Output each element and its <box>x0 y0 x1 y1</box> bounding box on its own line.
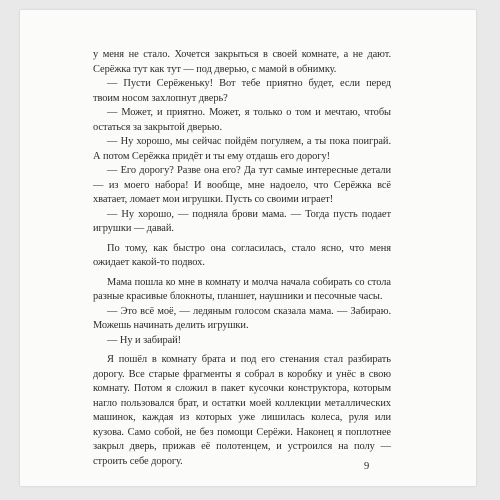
paragraph: — Пусти Серёженьку! Вот тебе приятно будет, если перед твоим носом захлопнут дверь? <box>93 78 391 104</box>
paragraph: Я пошёл в комнату брата и под его стенания стал разбирать дорогу. Все старые фрагменты я собрал в коробку и унёс в свою комнату. Потом я сложил в пакет кусочки конструктора, которым нагло пользовался брат, и остатки моей коллекции металлических машинок, каждая из которых уже лишилась колеса, руля или кузова. Само собой, не без помощи Серёжи. Наконец я поплотнее закрыл дверь, прижав её полотенцем, и устроился на полу — строить себе дорогу. <box>93 354 391 467</box>
paragraph: По тому, как быстро она согласилась, стало ясно, что меня ожидает какой-то подвох. <box>93 242 391 268</box>
paragraph: у меня не стало. Хочется закрыться в своей комнате, а не дают. Серёжка тут как тут — под дверью, с мамой в обнимку. <box>93 49 391 75</box>
paragraph: — Может, и приятно. Может, я только о том и мечтаю, чтобы остаться за закрытой дверью. <box>93 107 391 133</box>
page-number: 9 <box>364 461 370 472</box>
paragraph: Мама пошла ко мне в комнату и молча начала собирать со стола разные красивые блокноты, планшет, наушники и песочные часы. <box>93 276 391 302</box>
paragraph: — Его дорогу? Разве она его? Да тут самые интересные детали — из моего набора! И вообще, мне надоело, что Серёжка всё хватает, ломает мои игрушки. Пусть со своими играет! <box>93 165 391 205</box>
paragraph: — Это всё моё, — ледяным голосом сказала мама. — Забираю. Можешь начинать делить игрушки. <box>93 305 391 331</box>
paragraph: — Ну и забирай! <box>107 334 182 346</box>
paragraph: — Ну хорошо, — подняла брови мама. — Тогда пусть подает игрушки — давай. <box>93 208 391 234</box>
page-text <box>93 48 391 469</box>
book-page <box>20 10 476 486</box>
paragraph: — Ну хорошо, мы сейчас пойдём погуляем, а ты пока поиграй. А потом Серёжка придёт и ты ему отдашь его дорогу! <box>93 136 391 162</box>
